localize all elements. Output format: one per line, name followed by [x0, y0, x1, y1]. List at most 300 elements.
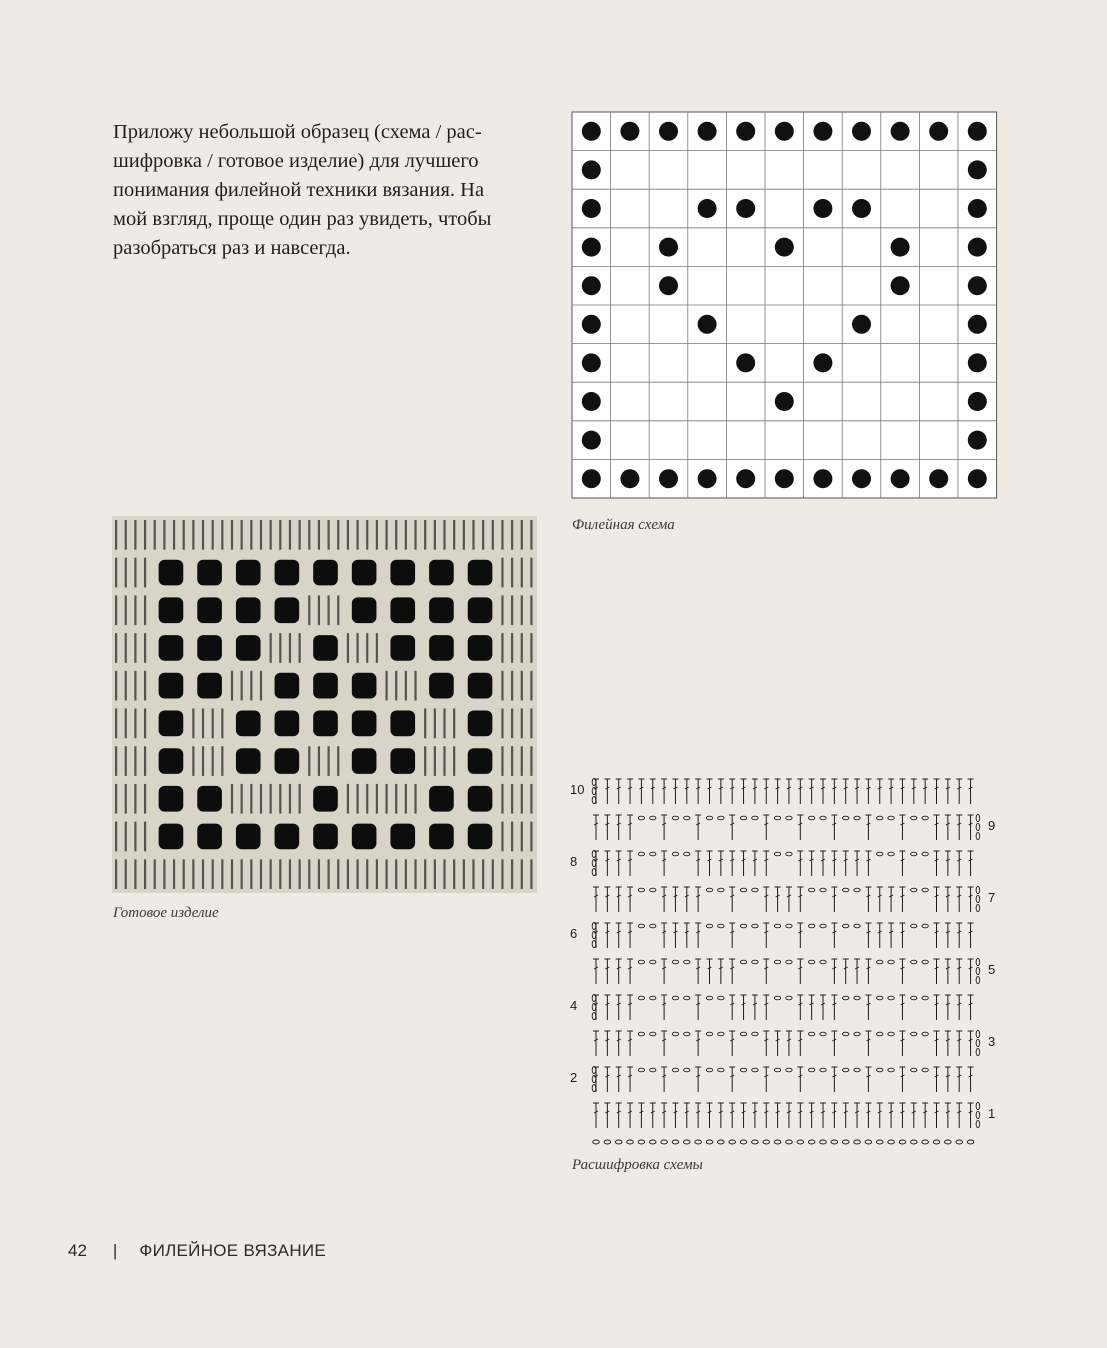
mesh-hole — [159, 824, 184, 850]
chain-stitch-symbol — [740, 888, 746, 892]
stitch-gap — [521, 822, 523, 852]
chain-stitch-symbol — [706, 924, 712, 928]
mesh-hole — [236, 824, 261, 850]
stitch-gap — [115, 746, 117, 776]
turning-chain-symbol — [976, 1111, 980, 1118]
chain-stitch-symbol — [718, 996, 724, 1000]
stitch-gap — [212, 709, 214, 739]
stitch-gap — [125, 520, 127, 550]
stitch-gap — [260, 859, 262, 889]
chain-stitch-symbol — [774, 852, 780, 856]
stitch-gap — [482, 859, 484, 889]
stitch-gap — [405, 671, 407, 701]
chain-stitch-symbol — [877, 996, 883, 1000]
stitch-gap — [434, 859, 436, 889]
stitch-gap — [501, 558, 503, 588]
stitch-gap — [530, 784, 532, 814]
chain-stitch-symbol — [684, 1068, 690, 1072]
stitch-gap — [443, 520, 445, 550]
stitch-gap — [318, 746, 320, 776]
stitch-gap — [414, 784, 416, 814]
stitch-gap — [405, 784, 407, 814]
stitch-gap — [530, 671, 532, 701]
stitch-gap — [511, 595, 513, 625]
mesh-hole — [468, 635, 493, 661]
stitch-gap — [192, 859, 194, 889]
stitch-gap — [192, 520, 194, 550]
filled-cell-dot — [852, 315, 871, 334]
chain-stitch-symbol — [706, 816, 712, 820]
stitch-gap — [318, 595, 320, 625]
mesh-hole — [313, 711, 338, 737]
row-number: 5 — [988, 962, 996, 977]
stitch-gap — [115, 671, 117, 701]
chain-stitch-symbol — [706, 1032, 712, 1036]
stitch-gap — [260, 520, 262, 550]
stitch-gap — [144, 709, 146, 739]
mesh-hole — [313, 673, 338, 699]
stitch-gap — [366, 859, 368, 889]
stitch-gap — [492, 859, 494, 889]
turning-chain-symbol — [976, 904, 980, 911]
mesh-hole — [313, 786, 338, 812]
stitch-gap — [125, 784, 127, 814]
foundation-chain-symbol — [604, 1140, 611, 1144]
chain-stitch-symbol — [752, 924, 758, 928]
stitch-gap — [511, 859, 513, 889]
chain-stitch-symbol — [911, 960, 917, 964]
section-title: ФИЛЕЙНОЕ ВЯЗАНИЕ — [139, 1241, 327, 1260]
chain-stitch-symbol — [638, 1068, 644, 1072]
filled-cell-dot — [968, 353, 987, 372]
stitch-gap — [385, 671, 387, 701]
foundation-chain-symbol — [672, 1140, 679, 1144]
chain-stitch-symbol — [774, 816, 780, 820]
foundation-chain-symbol — [922, 1140, 929, 1144]
chain-stitch-symbol — [911, 816, 917, 820]
stitch-gap — [405, 520, 407, 550]
chain-stitch-symbol — [843, 1032, 849, 1036]
chain-stitch-symbol — [922, 960, 928, 964]
stitch-gap — [202, 709, 204, 739]
chain-stitch-symbol — [854, 816, 860, 820]
stitch-gap — [241, 520, 243, 550]
stitch-gap — [511, 709, 513, 739]
stitch-gap — [279, 859, 281, 889]
chain-stitch-symbol — [638, 816, 644, 820]
stitch-gap — [134, 671, 136, 701]
turning-chain-symbol — [592, 868, 596, 875]
mesh-hole — [352, 673, 377, 699]
page-number: 42 — [68, 1241, 87, 1260]
foundation-chain-symbol — [820, 1140, 827, 1144]
stitch-gap — [511, 633, 513, 663]
stitch-gap — [414, 520, 416, 550]
chain-stitch-symbol — [752, 1068, 758, 1072]
chain-stitch-symbol — [808, 1032, 814, 1036]
row-number: 2 — [570, 1070, 578, 1085]
chain-stitch-symbol — [922, 996, 928, 1000]
foundation-chain-symbol — [933, 1140, 940, 1144]
stitch-gap — [501, 709, 503, 739]
filled-cell-dot — [813, 353, 832, 372]
chain-stitch-symbol — [786, 852, 792, 856]
mesh-hole — [429, 597, 454, 623]
stitch-gap — [376, 633, 378, 663]
stitch-gap — [183, 859, 185, 889]
stitch-gap — [144, 671, 146, 701]
chain-stitch-symbol — [843, 924, 849, 928]
foundation-chain-symbol — [638, 1140, 645, 1144]
stitch-gap — [366, 784, 368, 814]
stitch-gap — [366, 520, 368, 550]
chain-stitch-symbol — [911, 888, 917, 892]
stitch-gap — [511, 822, 513, 852]
stitch-gap — [163, 859, 165, 889]
stitch-gap — [443, 746, 445, 776]
stitch-gap — [328, 859, 330, 889]
stitch-gap — [125, 558, 127, 588]
stitch-gap — [144, 595, 146, 625]
turning-chain-symbol — [592, 1084, 596, 1091]
stitch-gap — [134, 709, 136, 739]
chain-stitch-symbol — [843, 996, 849, 1000]
chain-stitch-symbol — [684, 852, 690, 856]
filled-cell-dot — [852, 469, 871, 488]
stitch-gap — [289, 520, 291, 550]
filled-cell-dot — [968, 392, 987, 411]
chain-stitch-symbol — [854, 888, 860, 892]
chain-stitch-symbol — [740, 1068, 746, 1072]
foundation-chain-symbol — [615, 1140, 622, 1144]
stitch-gap — [472, 859, 474, 889]
turning-chain-symbol — [592, 940, 596, 947]
foundation-chain-symbol — [729, 1140, 736, 1144]
stitch-gap — [270, 633, 272, 663]
chain-stitch-symbol — [820, 816, 826, 820]
stitch-gap — [356, 520, 358, 550]
turning-chain-symbol — [976, 832, 980, 839]
turning-chain-symbol — [976, 886, 980, 893]
stitch-gap — [521, 784, 523, 814]
chain-stitch-symbol — [786, 960, 792, 964]
filled-cell-dot — [929, 469, 948, 488]
stitch-gap — [134, 746, 136, 776]
stitch-gap — [511, 746, 513, 776]
stitch-gap — [144, 746, 146, 776]
stitch-gap — [270, 520, 272, 550]
chain-stitch-symbol — [684, 996, 690, 1000]
stitch-gap — [299, 784, 301, 814]
filled-cell-dot — [968, 160, 987, 179]
foundation-chain-symbol — [854, 1140, 861, 1144]
stitch-gap — [337, 746, 339, 776]
mesh-hole — [197, 824, 222, 850]
chain-stitch-symbol — [650, 852, 656, 856]
filled-cell-dot — [813, 469, 832, 488]
mesh-hole — [197, 673, 222, 699]
stitch-gap — [144, 520, 146, 550]
stitch-gap — [241, 784, 243, 814]
mesh-hole — [390, 824, 415, 850]
mesh-hole — [429, 824, 454, 850]
chain-stitch-symbol — [718, 1032, 724, 1036]
foundation-chain-symbol — [956, 1140, 963, 1144]
chain-stitch-symbol — [888, 852, 894, 856]
stitch-gap — [492, 520, 494, 550]
mesh-hole — [468, 597, 493, 623]
stitch-gap — [241, 671, 243, 701]
intro-line: шифровка / готовое изделие) для лучшего — [113, 150, 479, 172]
chain-stitch-symbol — [820, 1068, 826, 1072]
stitch-gap — [356, 633, 358, 663]
stitch-gap — [511, 671, 513, 701]
chain-stitch-symbol — [650, 924, 656, 928]
stitch-gap — [231, 784, 233, 814]
filled-cell-dot — [582, 199, 601, 218]
chain-stitch-symbol — [888, 960, 894, 964]
stitch-gap — [434, 709, 436, 739]
swatch-caption: Готовое изделие — [113, 905, 219, 921]
stitch-gap — [144, 633, 146, 663]
chain-stitch-symbol — [650, 816, 656, 820]
chain-stitch-symbol — [650, 1068, 656, 1072]
turning-chain-symbol — [976, 958, 980, 965]
chain-stitch-symbol — [820, 924, 826, 928]
turning-chain-symbol — [976, 1039, 980, 1046]
chain-stitch-symbol — [672, 852, 678, 856]
chain-stitch-symbol — [843, 1068, 849, 1072]
stitch-gap — [530, 859, 532, 889]
filled-cell-dot — [968, 238, 987, 257]
stitch-gap — [125, 671, 127, 701]
chain-stitch-symbol — [877, 1068, 883, 1072]
filled-cell-dot — [968, 199, 987, 218]
foundation-chain-symbol — [763, 1140, 770, 1144]
stitch-gap — [134, 520, 136, 550]
stitch-gap — [299, 520, 301, 550]
chain-stitch-symbol — [854, 1032, 860, 1036]
stitch-gap — [337, 595, 339, 625]
stitch-gap — [134, 822, 136, 852]
chain-stitch-symbol — [911, 924, 917, 928]
turning-chain-symbol — [592, 787, 596, 794]
stitch-gap — [453, 709, 455, 739]
row-number: 6 — [570, 926, 578, 941]
stitch-gap — [250, 671, 252, 701]
stitch-gap — [453, 859, 455, 889]
turning-chain-symbol — [592, 1075, 596, 1082]
stitch-gap — [260, 671, 262, 701]
chain-stitch-symbol — [650, 888, 656, 892]
stitch-gap — [472, 520, 474, 550]
filled-cell-dot — [582, 160, 601, 179]
mesh-hole — [429, 786, 454, 812]
stitch-gap — [212, 859, 214, 889]
foundation-chain-symbol — [888, 1140, 895, 1144]
stitch-gap — [337, 520, 339, 550]
chain-stitch-symbol — [672, 996, 678, 1000]
filled-cell-dot — [582, 238, 601, 257]
chain-stitch-symbol — [752, 1032, 758, 1036]
stitch-gap — [463, 859, 465, 889]
stitch-gap — [453, 746, 455, 776]
stitch-gap — [125, 822, 127, 852]
stitch-gap — [511, 558, 513, 588]
chain-stitch-symbol — [786, 816, 792, 820]
chain-stitch-symbol — [752, 888, 758, 892]
filled-cell-dot — [813, 122, 832, 141]
filled-cell-dot — [659, 276, 678, 295]
mesh-hole — [313, 824, 338, 850]
mesh-hole — [352, 560, 377, 586]
stitch-gap — [279, 520, 281, 550]
row-number: 10 — [570, 782, 585, 797]
filled-cell-dot — [659, 122, 678, 141]
stitch-gap — [125, 633, 127, 663]
stitch-gap — [328, 595, 330, 625]
stitch-gap — [154, 520, 156, 550]
chain-stitch-symbol — [684, 960, 690, 964]
chain-stitch-symbol — [888, 1032, 894, 1036]
mesh-hole — [390, 748, 415, 774]
chain-stitch-symbol — [718, 924, 724, 928]
foundation-chain-symbol — [786, 1140, 793, 1144]
chain-stitch-symbol — [922, 852, 928, 856]
chain-stitch-symbol — [638, 888, 644, 892]
stitch-gap — [463, 520, 465, 550]
mesh-hole — [313, 560, 338, 586]
turning-chain-symbol — [976, 895, 980, 902]
stitch-gap — [376, 784, 378, 814]
chain-stitch-symbol — [888, 1068, 894, 1072]
mesh-hole — [236, 560, 261, 586]
stitch-gap — [154, 859, 156, 889]
stitch-gap — [501, 595, 503, 625]
chain-stitch-symbol — [877, 960, 883, 964]
stitch-gap — [395, 859, 397, 889]
stitch-gap — [202, 520, 204, 550]
chain-stitch-symbol — [740, 960, 746, 964]
chain-stitch-symbol — [877, 852, 883, 856]
mesh-hole — [275, 673, 300, 699]
stitch-gap — [270, 784, 272, 814]
foundation-chain-symbol — [831, 1140, 838, 1144]
stitch-gap — [231, 671, 233, 701]
filled-cell-dot — [620, 122, 639, 141]
filled-cell-dot — [698, 199, 717, 218]
stitch-gap — [192, 746, 194, 776]
filled-cell-dot — [852, 199, 871, 218]
stitch-gap — [328, 746, 330, 776]
filled-cell-dot — [968, 469, 987, 488]
intro-line: понимания филейной техники вязания. На — [113, 179, 485, 201]
stitch-gap — [434, 746, 436, 776]
filled-cell-dot — [891, 122, 910, 141]
turning-chain-symbol — [976, 1120, 980, 1127]
turning-chain-symbol — [592, 796, 596, 803]
stitch-gap — [521, 671, 523, 701]
stitch-gap — [250, 859, 252, 889]
chain-stitch-symbol — [638, 1032, 644, 1036]
filled-cell-dot — [698, 469, 717, 488]
stitch-gap — [405, 859, 407, 889]
mesh-hole — [159, 748, 184, 774]
stitch-gap — [289, 859, 291, 889]
chain-stitch-symbol — [877, 1032, 883, 1036]
chain-stitch-symbol — [638, 924, 644, 928]
stitch-gap — [366, 633, 368, 663]
chain-stitch-symbol — [774, 1068, 780, 1072]
stitch-gap — [424, 520, 426, 550]
mesh-hole — [159, 597, 184, 623]
stitch-gap — [125, 595, 127, 625]
filled-cell-dot — [775, 122, 794, 141]
mesh-hole — [352, 748, 377, 774]
stitch-gap — [385, 520, 387, 550]
filled-cell-dot — [582, 315, 601, 334]
stitch-gap — [115, 784, 117, 814]
stitch-gap — [511, 520, 513, 550]
stitch-gap — [231, 859, 233, 889]
row-number: 7 — [988, 890, 996, 905]
stitch-gap — [521, 859, 523, 889]
turning-chain-symbol — [976, 1048, 980, 1055]
foundation-chain-symbol — [684, 1140, 691, 1144]
filled-cell-dot — [736, 469, 755, 488]
filet-chart-caption: Филейная схема — [572, 517, 675, 533]
stitch-gap — [144, 859, 146, 889]
footer-separator: | — [112, 1241, 118, 1260]
page-footer — [68, 1241, 326, 1261]
foundation-chain-symbol — [774, 1140, 781, 1144]
stitch-gap — [328, 520, 330, 550]
stitch-gap — [395, 520, 397, 550]
foundation-chain-symbol — [945, 1140, 952, 1144]
stitch-gap — [115, 520, 117, 550]
mesh-hole — [468, 824, 493, 850]
chain-stitch-symbol — [706, 996, 712, 1000]
filled-cell-dot — [968, 315, 987, 334]
stitch-gap — [318, 520, 320, 550]
stitch-gap — [270, 859, 272, 889]
mesh-hole — [197, 560, 222, 586]
chain-stitch-symbol — [650, 1032, 656, 1036]
stitch-gap — [260, 784, 262, 814]
foundation-chain-symbol — [876, 1140, 883, 1144]
stitch-gap — [202, 859, 204, 889]
foundation-chain-symbol — [695, 1140, 702, 1144]
stitch-gap — [115, 558, 117, 588]
foundation-chain-symbol — [797, 1140, 804, 1144]
mesh-hole — [236, 711, 261, 737]
mesh-hole — [468, 748, 493, 774]
stitch-gap — [501, 671, 503, 701]
chain-stitch-symbol — [672, 816, 678, 820]
mesh-hole — [236, 635, 261, 661]
mesh-hole — [390, 597, 415, 623]
stitch-gap — [521, 633, 523, 663]
mesh-hole — [236, 597, 261, 623]
stitch-gap — [125, 709, 127, 739]
filled-cell-dot — [582, 122, 601, 141]
filled-cell-dot — [736, 353, 755, 372]
row-number: 1 — [988, 1106, 996, 1121]
stitch-gap — [443, 709, 445, 739]
mesh-hole — [159, 711, 184, 737]
stitch-gap — [144, 784, 146, 814]
stitch-gap — [134, 859, 136, 889]
